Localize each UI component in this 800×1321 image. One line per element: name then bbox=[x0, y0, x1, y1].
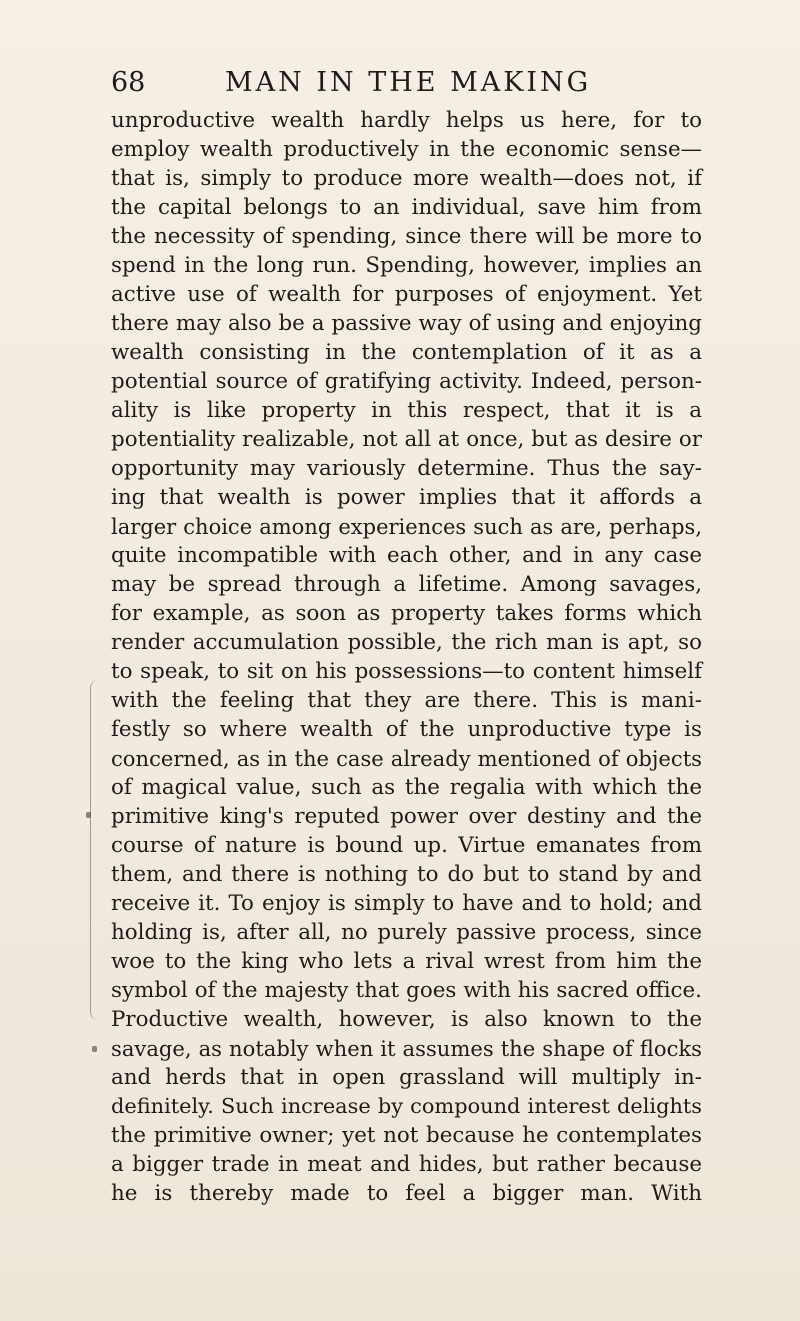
text-line: potentiality realizable, not all at once, but as desire or bbox=[111, 427, 702, 452]
text-line: wealth consisting in the contemplation of it as a bbox=[111, 340, 702, 365]
body-text bbox=[111, 106, 702, 1208]
text-line: unproductive wealth hardly helps us here, for to bbox=[111, 108, 702, 133]
text-line: spend in the long run. Spending, however, implies an bbox=[111, 253, 702, 278]
page-number: 68 bbox=[111, 67, 146, 98]
text-line: a bigger trade in meat and hides, but rather because bbox=[111, 1152, 702, 1177]
text-line: the capital belongs to an individual, save him from bbox=[111, 195, 702, 220]
text-line: opportunity may variously determine. Thus the say- bbox=[111, 456, 702, 481]
text-line: concerned, as in the case already mentioned of objects bbox=[111, 746, 702, 771]
text-line: them, and there is nothing to do but to stand by and bbox=[111, 862, 702, 887]
running-head: MAN IN THE MAKING bbox=[225, 67, 592, 98]
text-line: the necessity of spending, since there will be more to bbox=[111, 224, 702, 249]
text-line: holding is, after all, no purely passive process, since bbox=[111, 920, 702, 945]
text-line: may be spread through a lifetime. Among savages, bbox=[111, 572, 702, 597]
text-line: Productive wealth, however, is also known to the bbox=[111, 1007, 702, 1032]
text-line: render accumulation possible, the rich man is apt, so bbox=[111, 630, 702, 655]
text-line: primitive king's reputed power over destiny and the bbox=[111, 804, 702, 829]
text-line: for example, as soon as property takes forms which bbox=[111, 601, 702, 626]
margin-pencil-dot bbox=[86, 812, 91, 818]
text-line: ality is like property in this respect, that it is a bbox=[111, 398, 702, 423]
text-line: active use of wealth for purposes of enjoyment. Yet bbox=[111, 282, 702, 307]
text-line: and herds that in open grassland will multiply in- bbox=[111, 1065, 702, 1090]
text-line: potential source of gratifying activity. Indeed, person- bbox=[111, 369, 702, 394]
text-line: quite incompatible with each other, and in any case bbox=[111, 543, 702, 568]
text-line: larger choice among experiences such as are, perhaps, bbox=[111, 514, 702, 539]
text-line: savage, as notably when it assumes the shape of flocks bbox=[111, 1036, 702, 1061]
text-line: with the feeling that they are there. This is mani- bbox=[111, 688, 702, 713]
text-line: ing that wealth is power implies that it affords a bbox=[111, 485, 702, 510]
text-line: receive it. To enjoy is simply to have and to hold; and bbox=[111, 891, 702, 916]
text-line: he is thereby made to feel a bigger man. With bbox=[111, 1181, 702, 1206]
text-line: course of nature is bound up. Virtue emanates from bbox=[111, 833, 702, 858]
text-line: of magical value, such as the regalia with which the bbox=[111, 775, 702, 800]
text-line: symbol of the majesty that goes with his sacred office. bbox=[111, 978, 702, 1003]
text-line: the primitive owner; yet not because he contemplates bbox=[111, 1123, 702, 1148]
text-line: woe to the king who lets a rival wrest from him the bbox=[111, 949, 702, 974]
margin-pencil-mark bbox=[90, 680, 105, 1020]
text-line: definitely. Such increase by compound interest delights bbox=[111, 1094, 702, 1118]
text-line: festly so where wealth of the unproductive type is bbox=[111, 717, 702, 742]
text-line: to speak, to sit on his possessions—to content himself bbox=[111, 659, 702, 684]
text-line: that is, simply to produce more wealth—does not, if bbox=[111, 166, 702, 191]
page-header bbox=[111, 65, 702, 101]
text-line: employ wealth productively in the economic sense— bbox=[111, 137, 702, 162]
text-line: there may also be a passive way of using and enjoying bbox=[111, 311, 702, 336]
margin-pencil-dot bbox=[92, 1046, 97, 1052]
